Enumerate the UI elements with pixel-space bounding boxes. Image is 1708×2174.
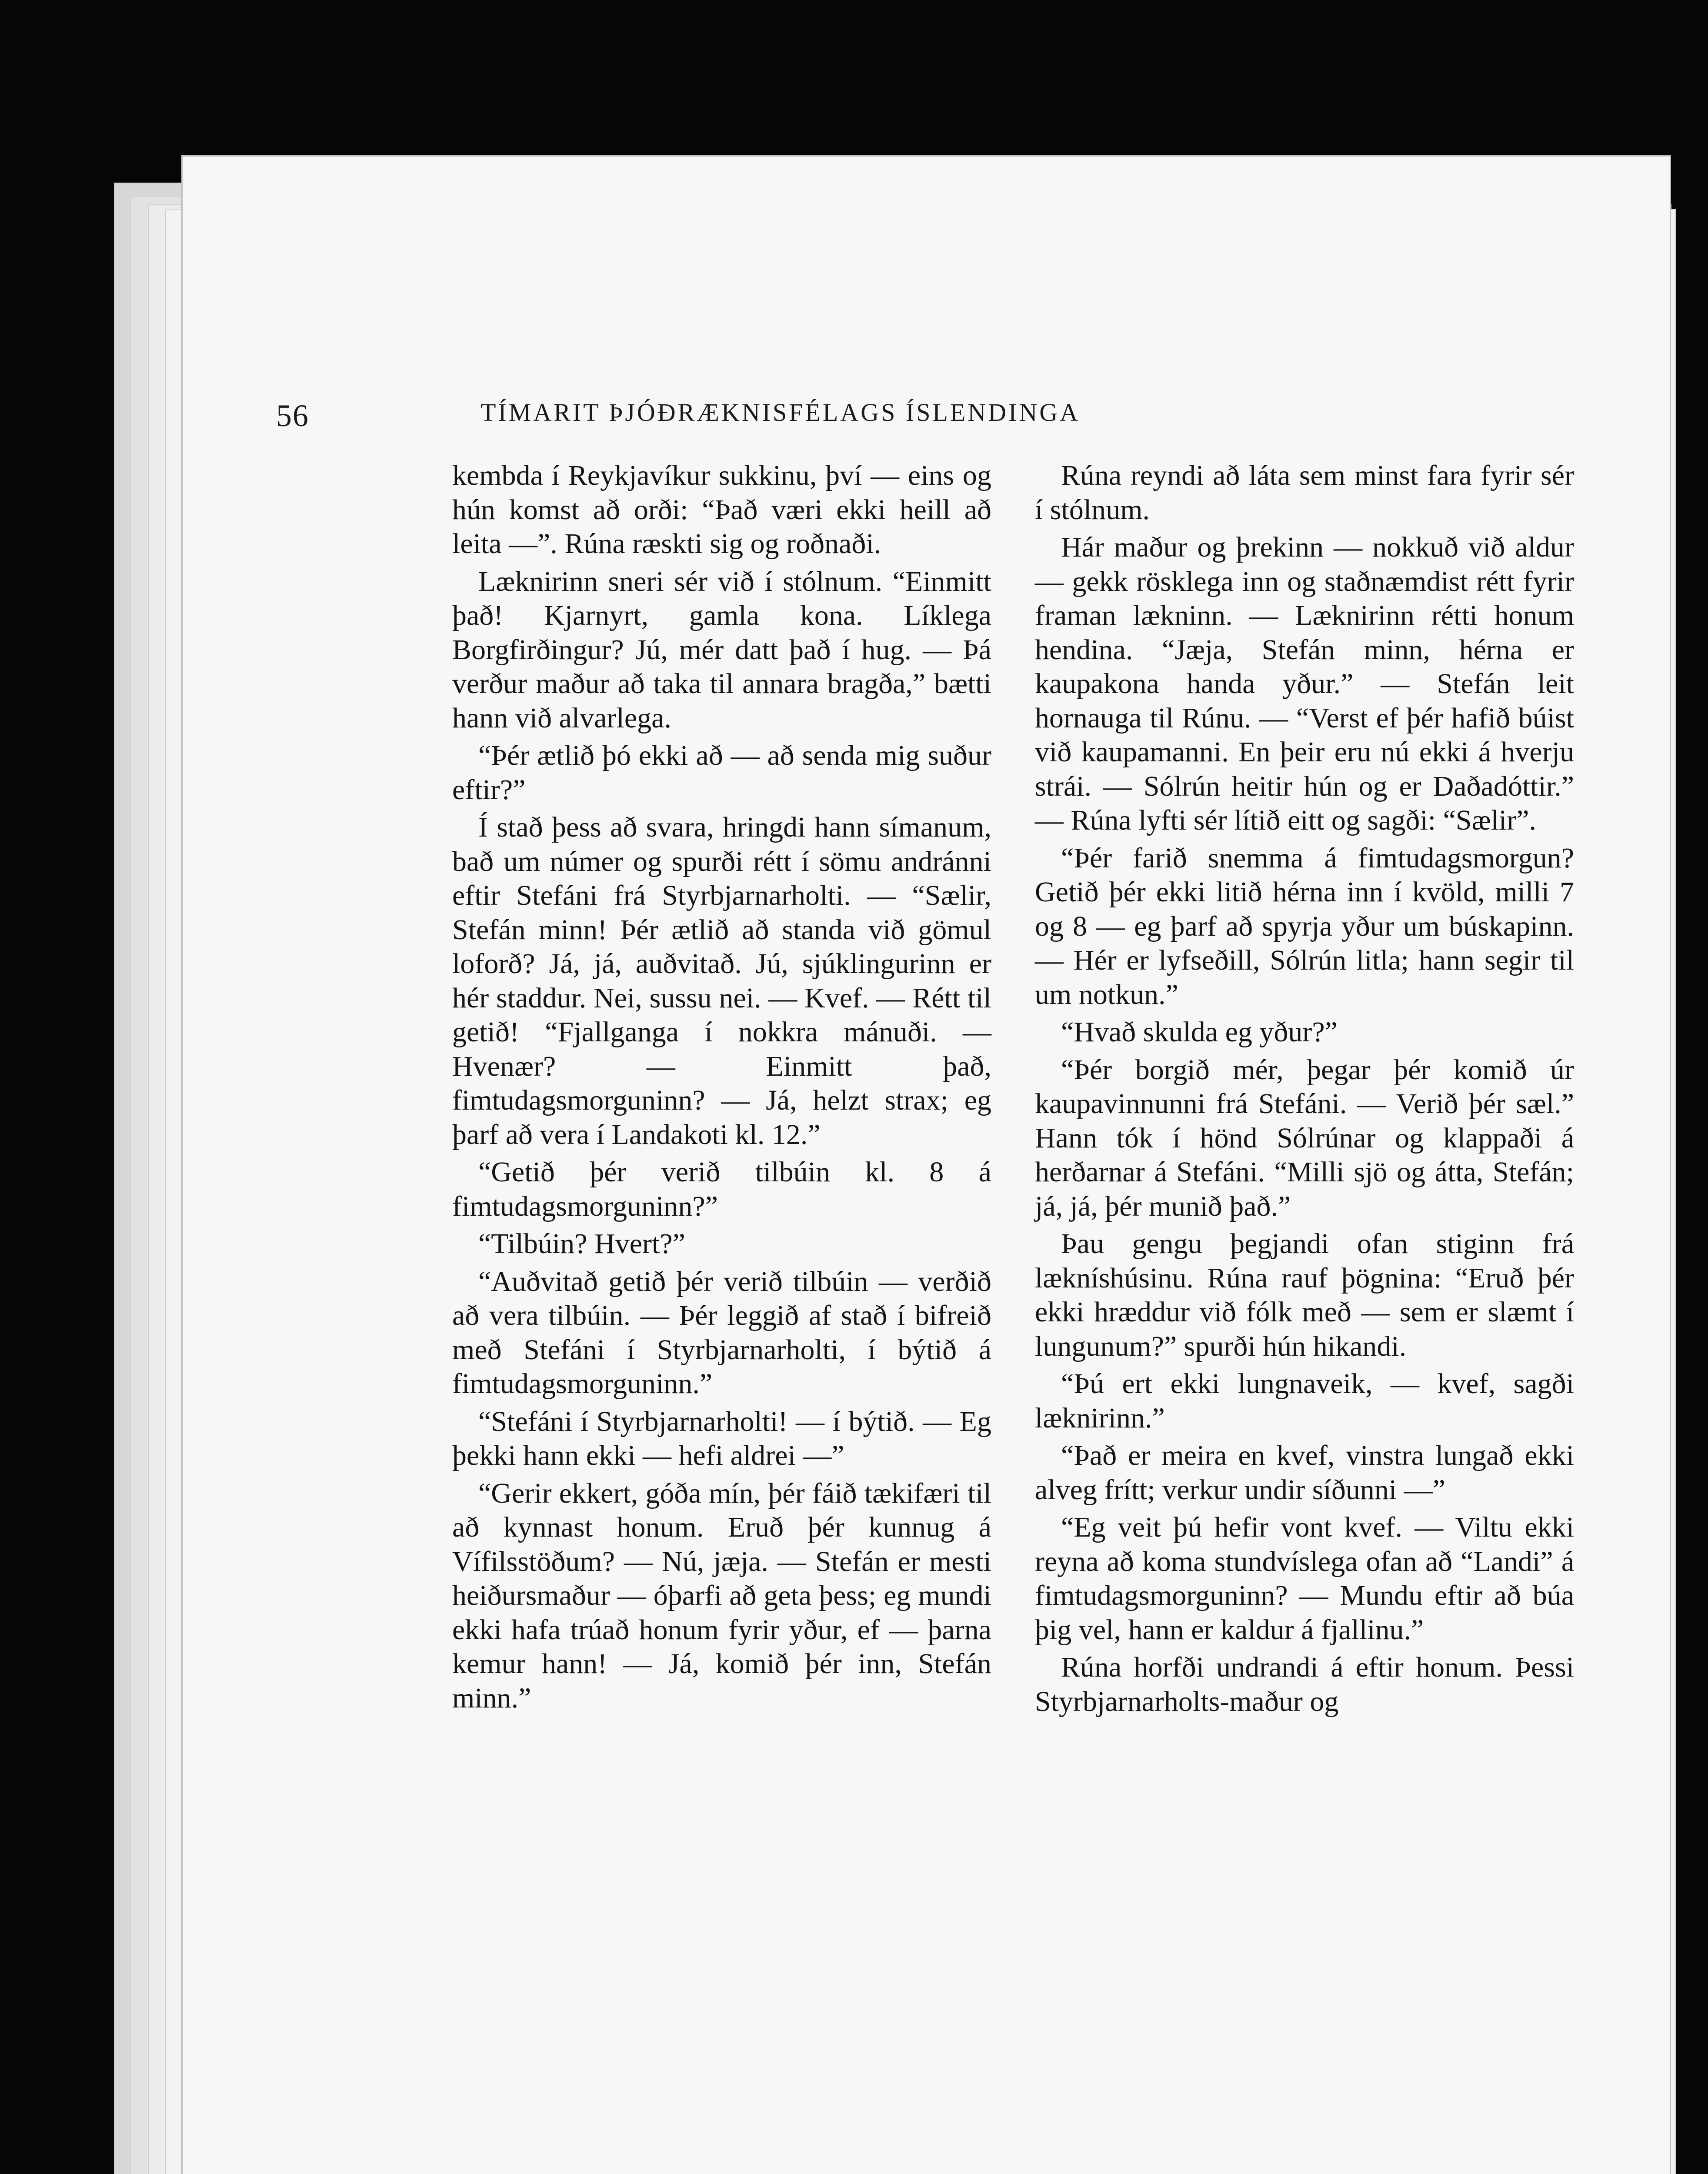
paragraph: “Getið þér verið tilbúin kl. 8 á fimtudagsmorguninn?” [452, 1156, 991, 1222]
paragraph: kembda í Reykjavíkur sukkinu, því — eins og hún komst að orði: “Það væri ekki heill að leita —”. Rúna ræskti sig og roðnaði. [452, 460, 991, 560]
paragraph: “Stefáni í Styrbjarnarholti! — í býtið. — Eg þekki hann ekki — hefi aldrei —” [452, 1405, 991, 1471]
text-column-left [452, 459, 991, 1719]
paragraph: “Gerir ekkert, góða mín, þér fáið tækifæri til að kynnast honum. Eruð þér kunnug á Vífilsstöðum? — Nú, jæja. — Stefán er mesti heiðursmaður — óþarfi að geta þess; eg mundi ekki hafa trúað honum fyrir yður, ef — þarna kemur hann! — Já, komið þér inn, Stefán minn.” [452, 1477, 991, 1714]
paragraph: Rúna reyndi að láta sem minst fara fyrir sér í stólnum. [1035, 460, 1574, 526]
paragraph: Þau gengu þegjandi ofan stiginn frá lækníshúsinu. Rúna rauf þögnina: “Eruð þér ekki hræddur við fólk með — sem er slæmt í lungunum?” spurði hún hikandi. [1035, 1228, 1574, 1362]
paragraph: “Eg veit þú hefir vont kvef. — Viltu ekki reyna að koma stundvíslega ofan að “Landi” á fimtudagsmorguninn? — Mundu eftir að búa þig vel, hann er kaldur á fjallinu.” [1035, 1511, 1574, 1646]
page-header [276, 393, 1415, 441]
paragraph: Í stað þess að svara, hringdi hann símanum, bað um númer og spurði rétt í sömu andránni eftir Stefáni frá Styrbjarnarholti. — “Sælir, Stefán minn! Þér ætlið að standa við gömul loforð? Já, já, auðvitað. Jú, sjúklingurinn er hér staddur. Nei, sussu nei. — Kvef. — Rétt til getið! “Fjallganga í nokkra mánuði. — Hvenær? — Einmitt það, fimtudagsmorguninn? — Já, helzt strax; eg þarf að vera í Landakoti kl. 12.” [452, 811, 991, 1150]
paragraph: “Hvað skulda eg yður?” [1061, 1016, 1338, 1048]
paragraph: “Þér ætlið þó ekki að — að senda mig suður eftir?” [452, 740, 991, 806]
paragraph: “Þér borgið mér, þegar þér komið úr kaupavinnunni frá Stefáni. — Verið þér sæl.” Hann tók í hönd Sólrúnar og klappaði á herðarnar á Stefáni. “Milli sjö og átta, Stefán; já, já, þér munið það.” [1035, 1054, 1574, 1222]
page-number: 56 [276, 398, 309, 433]
paragraph: “Tilbúin? Hvert?” [478, 1228, 685, 1260]
paragraph: Hár maður og þrekinn — nokkuð við aldur — gekk rösklega inn og staðnæmdist rétt fyrir framan lækninn. — Læknirinn rétti honum hendina. “Jæja, Stefán minn, hérna er kaupakona handa yður.” — Stefán leit hornauga til Rúnu. — “Verst ef þér hafið búist við kaupamanni. En þeir eru nú ekki á hverju strái. — Sólrún heitir hún og er Daðadóttir.” — Rúna lyfti sér lítið eitt og sagði: “Sælir”. [1035, 531, 1574, 836]
paragraph: “Þér farið snemma á fimtudagsmorgun? Getið þér ekki litið hérna inn í kvöld, milli 7 og 8 — eg þarf að spyrja yður um búskapinn. — Hér er lyfseðill, Sólrún litla; hann segir til um notkun.” [1035, 842, 1574, 1010]
text-column-right [1035, 459, 1574, 1722]
paragraph: Rúna horfði undrandi á eftir honum. Þessi Styrbjarnarholts-maður og [1035, 1651, 1574, 1717]
paragraph: “Auðvitað getið þér verið tilbúin — verðið að vera tilbúin. — Þér leggið af stað í bifreið með Stefáni í Styrbjarnarholti, í býtið á fimtudagsmorguninn.” [452, 1265, 991, 1400]
running-title: TÍMARIT ÞJÓÐRÆKNISFÉLAGS ÍSLENDINGA [480, 398, 1081, 427]
paragraph: Læknirinn sneri sér við í stólnum. “Einmitt það! Kjarnyrt, gamla kona. Líklega Borgfirðingur? Jú, mér datt það í hug. — Þá verður maður að taka til annara bragða,” bætti hann við alvarlega. [452, 565, 991, 734]
paragraph: “Þú ert ekki lungnaveik, — kvef, sagði læknirinn.” [1035, 1368, 1574, 1434]
paragraph: “Það er meira en kvef, vinstra lungað ekki alveg frítt; verkur undir síðunni —” [1035, 1440, 1574, 1506]
